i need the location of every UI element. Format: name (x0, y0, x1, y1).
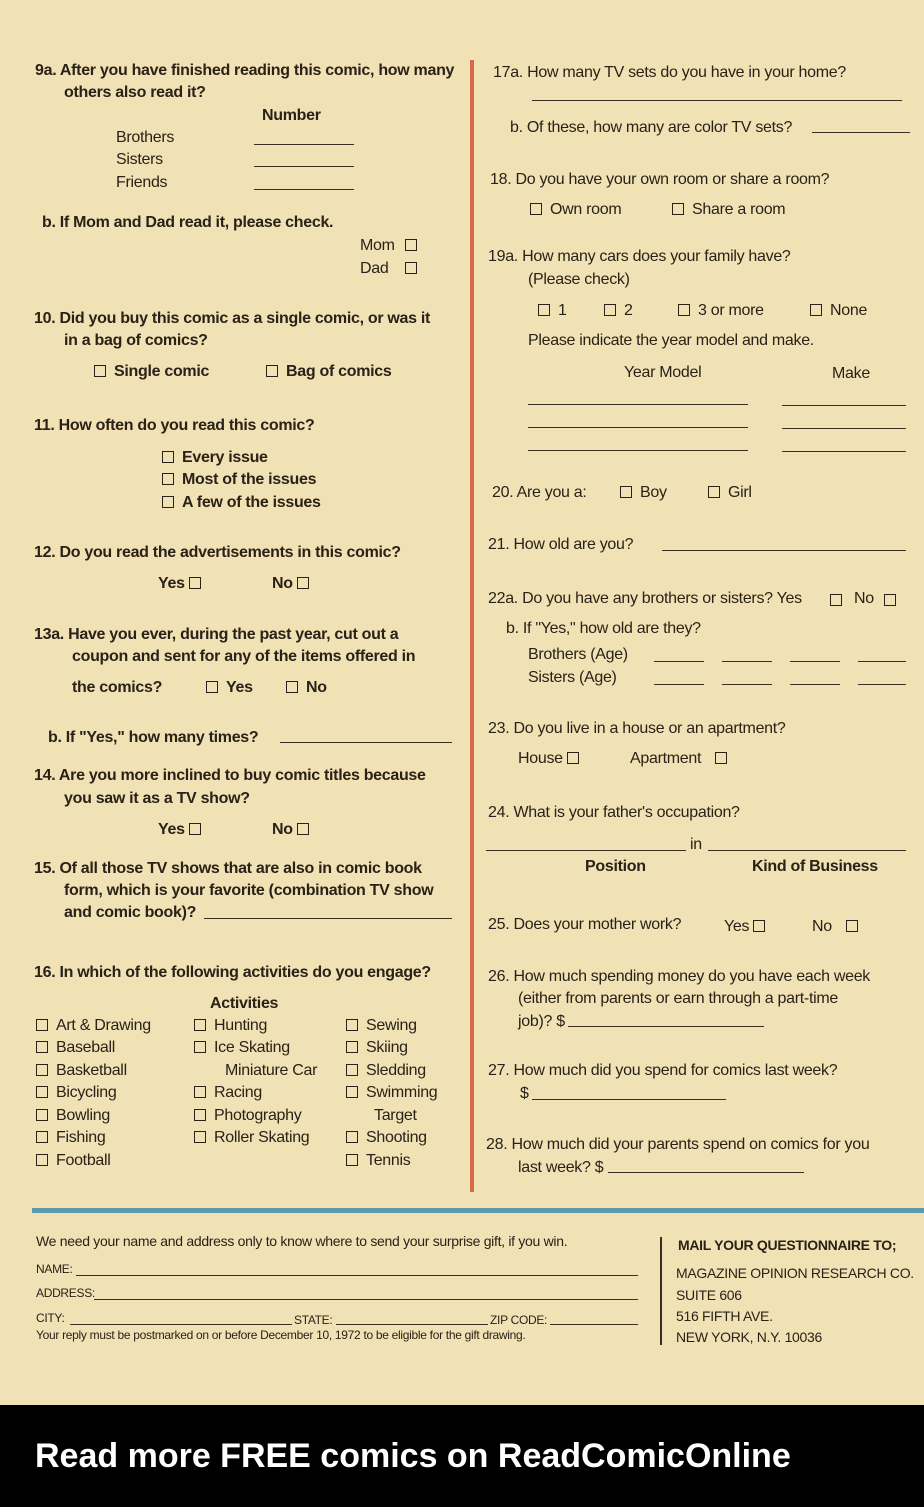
activity-option[interactable] (194, 1015, 267, 1037)
mom-label: Mom (360, 237, 395, 254)
q13-yes-checkbox[interactable] (206, 681, 218, 693)
cars-3-checkbox[interactable] (678, 304, 690, 316)
apartment-checkbox[interactable] (715, 752, 727, 764)
cars-3-option[interactable] (678, 300, 764, 322)
activity-label: Bowling (56, 1107, 110, 1124)
mom-checkbox[interactable] (405, 239, 417, 251)
friends-blank[interactable] (254, 189, 354, 190)
q13-no-label: No (306, 679, 327, 696)
q14-no-label: No (272, 821, 293, 838)
promo-banner-text: Read more FREE comics on ReadComicOnline (35, 1437, 791, 1475)
activity-label: Skiing (366, 1039, 408, 1056)
friends-label: Friends (116, 174, 168, 191)
footer-vertical-rule (660, 1237, 662, 1345)
bag-of-comics-checkbox[interactable] (266, 365, 278, 377)
q25-no-checkbox[interactable] (846, 920, 858, 932)
q18-text: 18. Do you have your own room or share a room? (490, 171, 830, 188)
q26-text-1: 26. How much spending money do you have each week (488, 968, 870, 985)
boy-label: Boy (640, 484, 667, 501)
q22-no-checkbox[interactable] (884, 592, 904, 610)
sisters-age-blank[interactable] (654, 684, 704, 685)
please-check-label: (Please check) (528, 271, 630, 288)
q10-text-cont: in a bag of comics? (64, 332, 208, 349)
brothers-age-label: Brothers (Age) (528, 646, 628, 663)
every-issue-label: Every issue (182, 449, 268, 466)
q25-no-label: No (812, 918, 832, 935)
house-option[interactable] (518, 748, 587, 770)
q14-yes-label: Yes (158, 821, 185, 838)
brothers-age-blank[interactable] (722, 661, 772, 662)
q25-yes-label: Yes (724, 918, 750, 935)
activity-checkbox[interactable] (346, 1064, 358, 1076)
q12-text: 12. Do you read the advertisements in this comic? (34, 544, 401, 561)
city-label: CITY: (36, 1311, 65, 1325)
activity-label: Photography (214, 1107, 302, 1124)
apartment-option[interactable] (630, 748, 735, 770)
activity-label: Baseball (56, 1039, 115, 1056)
cars-1-checkbox[interactable] (538, 304, 550, 316)
girl-label: Girl (728, 484, 752, 501)
q14-yes-option[interactable] (158, 819, 209, 841)
zip-label: ZIP CODE: (490, 1313, 548, 1327)
q16-text: 16. In which of the following activities do you engage? (34, 964, 431, 981)
q17a-blank[interactable] (532, 100, 902, 101)
q13a-text-2: coupon and sent for any of the items offered in (72, 648, 416, 665)
q12-no-label: No (272, 575, 293, 592)
state-label: STATE: (294, 1313, 333, 1327)
q22-no-label: No (854, 590, 874, 607)
footer-need-text: We need your name and address only to know where to send your surprise gift, if you win. (36, 1233, 568, 1249)
cars-1-label: 1 (558, 302, 567, 319)
q15-blank[interactable] (204, 918, 452, 919)
brothers-age-blank[interactable] (790, 661, 840, 662)
q28-blank[interactable] (608, 1172, 804, 1173)
girl-option[interactable] (708, 482, 752, 504)
q14-text-2: you saw it as a TV show? (64, 790, 250, 807)
q24-text: 24. What is your father's occupation? (488, 804, 740, 821)
activity-option[interactable] (194, 1105, 301, 1127)
q22b-text: b. If "Yes," how old are they? (506, 620, 701, 637)
house-checkbox[interactable] (567, 752, 579, 764)
address-field[interactable] (94, 1299, 638, 1300)
activity-option[interactable] (36, 1150, 111, 1172)
dad-checkbox[interactable] (405, 262, 417, 274)
activity-checkbox[interactable] (36, 1109, 48, 1121)
share-room-label: Share a room (692, 201, 786, 218)
q14-no-checkbox[interactable] (297, 823, 309, 835)
activity-checkbox[interactable] (194, 1131, 206, 1143)
share-room-option[interactable] (672, 199, 785, 221)
q13-no-checkbox[interactable] (286, 681, 298, 693)
few-issues-option[interactable] (162, 492, 321, 514)
q20-text: 20. Are you a: (492, 484, 587, 501)
q21-text: 21. How old are you? (488, 536, 634, 553)
brothers-blank[interactable] (254, 144, 354, 145)
boy-option[interactable] (620, 482, 667, 504)
activity-option[interactable] (36, 1015, 151, 1037)
activity-label: Basketball (56, 1062, 127, 1079)
q26-text-3: job)? $ (518, 1013, 565, 1030)
activity-option[interactable] (36, 1037, 115, 1059)
mail-to-heading: MAIL YOUR QUESTIONNAIRE TO; (678, 1237, 897, 1253)
most-issues-checkbox[interactable] (162, 473, 174, 485)
activity-checkbox[interactable] (194, 1109, 206, 1121)
activity-option[interactable] (194, 1037, 290, 1059)
dad-option[interactable] (360, 258, 425, 280)
q15-text-2: form, which is your favorite (combination TV show (64, 882, 434, 899)
q13a-text-1: 13a. Have you ever, during the past year, cut out a (34, 626, 399, 643)
activity-label: Hunting (214, 1017, 268, 1034)
activity-option[interactable] (36, 1105, 110, 1127)
q12-no-checkbox[interactable] (297, 577, 309, 589)
q11-text: 11. How often do you read this comic? (34, 417, 315, 434)
year-model-header: Year Model (624, 364, 702, 381)
every-issue-option[interactable] (162, 447, 268, 469)
activity-checkbox[interactable] (346, 1154, 358, 1166)
column-divider (470, 60, 474, 1192)
few-issues-label: A few of the issues (182, 494, 321, 511)
q13-yes-option[interactable] (206, 677, 253, 699)
activity-checkbox[interactable] (36, 1041, 48, 1053)
kind-business-label: Kind of Business (752, 858, 878, 875)
city-state-line: NEW YORK, N.Y. 10036 (676, 1329, 822, 1345)
q12-yes-label: Yes (158, 575, 185, 592)
q17a-text: 17a. How many TV sets do you have in your home? (493, 64, 846, 81)
bag-of-comics-option[interactable] (266, 361, 391, 383)
cars-2-checkbox[interactable] (604, 304, 616, 316)
activity-label: Swimming (366, 1084, 438, 1101)
own-room-label: Own room (550, 201, 622, 218)
most-issues-label: Most of the issues (182, 471, 317, 488)
activity-label: Art & Drawing (56, 1017, 151, 1034)
single-comic-label: Single comic (114, 363, 210, 380)
cars-none-label: None (830, 302, 868, 319)
q28-text-1: 28. How much did your parents spend on comics for you (486, 1136, 870, 1153)
activity-checkbox[interactable] (36, 1064, 48, 1076)
q9a-text: 9a. After you have finished reading this comic, how many (35, 62, 455, 79)
activity-label: Roller Skating (214, 1129, 310, 1146)
activity-label: Fishing (56, 1129, 106, 1146)
activity-label: Sewing (366, 1017, 417, 1034)
q17b-blank[interactable] (812, 132, 910, 133)
activity-label: Football (56, 1152, 111, 1169)
activity-label: Sledding (366, 1062, 426, 1079)
address-label: ADDRESS: (36, 1286, 95, 1300)
q22-yes-checkbox[interactable] (830, 592, 850, 610)
q10-text: 10. Did you buy this comic as a single comic, or was it (34, 310, 431, 327)
own-room-checkbox[interactable] (530, 203, 542, 215)
q22a-text: 22a. Do you have any brothers or sisters? Yes (488, 590, 802, 607)
activity-label: Racing (214, 1084, 263, 1101)
activity-option[interactable] (346, 1150, 410, 1172)
dad-label: Dad (360, 260, 389, 277)
brothers-age-blank[interactable] (858, 661, 906, 662)
activity-label: Tennis (366, 1152, 411, 1169)
position-blank[interactable] (486, 850, 686, 851)
activity-checkbox[interactable] (194, 1041, 206, 1053)
q14-text-1: 14. Are you more inclined to buy comic titles because (34, 767, 426, 784)
q9b-text: b. If Mom and Dad read it, please check. (42, 214, 334, 231)
q28-text-2: last week? $ (518, 1159, 604, 1176)
q15-text-3: and comic book)? (64, 904, 197, 921)
apartment-label: Apartment (630, 750, 702, 767)
activity-option[interactable] (194, 1082, 262, 1104)
sisters-blank[interactable] (254, 166, 354, 167)
activity-label: Ice Skating (214, 1039, 290, 1056)
q19a-text: 19a. How many cars does your family have? (488, 248, 791, 265)
house-label: House (518, 750, 563, 767)
activities-header: Activities (210, 995, 279, 1012)
q12-yes-option[interactable] (158, 573, 209, 595)
q25-yes-checkbox[interactable] (753, 920, 765, 932)
sisters-age-blank[interactable] (858, 684, 906, 685)
activity-checkbox[interactable] (36, 1019, 48, 1031)
sisters-age-blank[interactable] (790, 684, 840, 685)
zip-field[interactable] (550, 1324, 638, 1325)
name-field[interactable] (76, 1275, 638, 1276)
checkbox-square (884, 594, 896, 606)
cars-none-checkbox[interactable] (810, 304, 822, 316)
cars-3-label: 3 or more (698, 302, 764, 319)
activity-label: Shooting (366, 1129, 427, 1146)
bag-of-comics-label: Bag of comics (286, 363, 392, 380)
q14-yes-checkbox[interactable] (189, 823, 201, 835)
activity-option[interactable] (194, 1127, 309, 1149)
activity-checkbox[interactable] (194, 1086, 206, 1098)
q27-blank[interactable] (532, 1099, 726, 1100)
q25-no-option[interactable] (812, 916, 866, 938)
reply-deadline-text: Your reply must be postmarked on or before December 10, 1972 to be eligible for the gift drawing. (36, 1328, 526, 1342)
few-issues-checkbox[interactable] (162, 496, 174, 508)
q9a-text-cont: others also read it? (64, 84, 206, 101)
q14-no-option[interactable] (272, 819, 317, 841)
q26-blank[interactable] (568, 1026, 764, 1027)
q13a-text-3: the comics? (72, 679, 163, 696)
q26-text-2: (either from parents or earn through a part-time (518, 990, 838, 1007)
promo-banner[interactable] (0, 1405, 924, 1507)
q13b-blank[interactable] (280, 742, 452, 743)
activity-option[interactable] (346, 1015, 417, 1037)
q27-dollar: $ (520, 1085, 529, 1102)
sisters-label: Sisters (116, 151, 163, 168)
activity-checkbox[interactable] (346, 1131, 358, 1143)
activity-option[interactable] (346, 1127, 427, 1149)
make-blank-2[interactable] (782, 428, 906, 429)
in-label: in (690, 836, 702, 853)
activity-checkbox[interactable] (36, 1086, 48, 1098)
mom-option[interactable] (360, 235, 425, 257)
year-model-blank-3[interactable] (528, 450, 748, 451)
q25-yes-option[interactable] (724, 916, 773, 938)
sisters-age-label: Sisters (Age) (528, 669, 617, 686)
activity-checkbox[interactable] (36, 1131, 48, 1143)
q13b-text: b. If "Yes," how many times? (48, 729, 259, 746)
sisters-age-blank[interactable] (722, 684, 772, 685)
state-field[interactable] (336, 1324, 488, 1325)
own-room-option[interactable] (530, 199, 621, 221)
activity-label: Bicycling (56, 1084, 117, 1101)
footer-rule (32, 1208, 924, 1213)
q25-text: 25. Does your mother work? (488, 916, 682, 933)
make-header: Make (832, 365, 870, 382)
number-header: Number (262, 107, 321, 124)
activity-checkbox[interactable] (346, 1086, 358, 1098)
activity-checkbox[interactable] (194, 1019, 206, 1031)
boy-checkbox[interactable] (620, 486, 632, 498)
q17b-text: b. Of these, how many are color TV sets? (510, 119, 793, 136)
year-model-blank-2[interactable] (528, 427, 748, 428)
activity-option[interactable] (346, 1060, 426, 1082)
activity-option[interactable] (36, 1127, 105, 1149)
girl-checkbox[interactable] (708, 486, 720, 498)
q13-no-option[interactable] (286, 677, 327, 699)
make-blank-3[interactable] (782, 451, 906, 452)
single-comic-option[interactable] (94, 361, 209, 383)
activity-checkbox[interactable] (346, 1041, 358, 1053)
year-model-blank-1[interactable] (528, 404, 748, 405)
most-issues-option[interactable] (162, 469, 316, 491)
indicate-text: Please indicate the year model and make. (528, 332, 814, 349)
name-label: NAME: (36, 1262, 73, 1276)
q12-no-option[interactable] (272, 573, 317, 595)
position-label: Position (585, 858, 646, 875)
suite-line: SUITE 606 (676, 1287, 742, 1303)
brothers-age-blank[interactable] (654, 661, 704, 662)
cars-2-label: 2 (624, 302, 633, 319)
business-blank[interactable] (708, 850, 906, 851)
q27-text: 27. How much did you spend for comics last week? (488, 1062, 838, 1079)
checkbox-square (830, 594, 842, 606)
cars-1-option[interactable] (538, 300, 567, 322)
cars-none-option[interactable] (810, 300, 867, 322)
activity-checkbox[interactable] (36, 1154, 48, 1166)
q21-blank[interactable] (662, 550, 906, 551)
activity-label: Miniature Car (225, 1062, 318, 1079)
activity-checkbox[interactable] (346, 1019, 358, 1031)
q23-text: 23. Do you live in a house or an apartment? (488, 720, 786, 737)
q13-yes-label: Yes (226, 679, 253, 696)
activity-option[interactable] (346, 1037, 408, 1059)
activity-label: Target (374, 1107, 417, 1124)
every-issue-checkbox[interactable] (162, 451, 174, 463)
cars-2-option[interactable] (604, 300, 633, 322)
single-comic-checkbox[interactable] (94, 365, 106, 377)
company-name: MAGAZINE OPINION RESEARCH CO. (676, 1265, 914, 1281)
q12-yes-checkbox[interactable] (189, 577, 201, 589)
share-room-checkbox[interactable] (672, 203, 684, 215)
brothers-label: Brothers (116, 129, 175, 146)
activity-option[interactable] (346, 1082, 437, 1104)
q15-text-1: 15. Of all those TV shows that are also in comic book (34, 860, 422, 877)
street-line: 516 FIFTH AVE. (676, 1308, 773, 1324)
city-field[interactable] (70, 1324, 292, 1325)
make-blank-1[interactable] (782, 405, 906, 406)
activity-option[interactable] (36, 1060, 127, 1082)
activity-option[interactable] (36, 1082, 116, 1104)
